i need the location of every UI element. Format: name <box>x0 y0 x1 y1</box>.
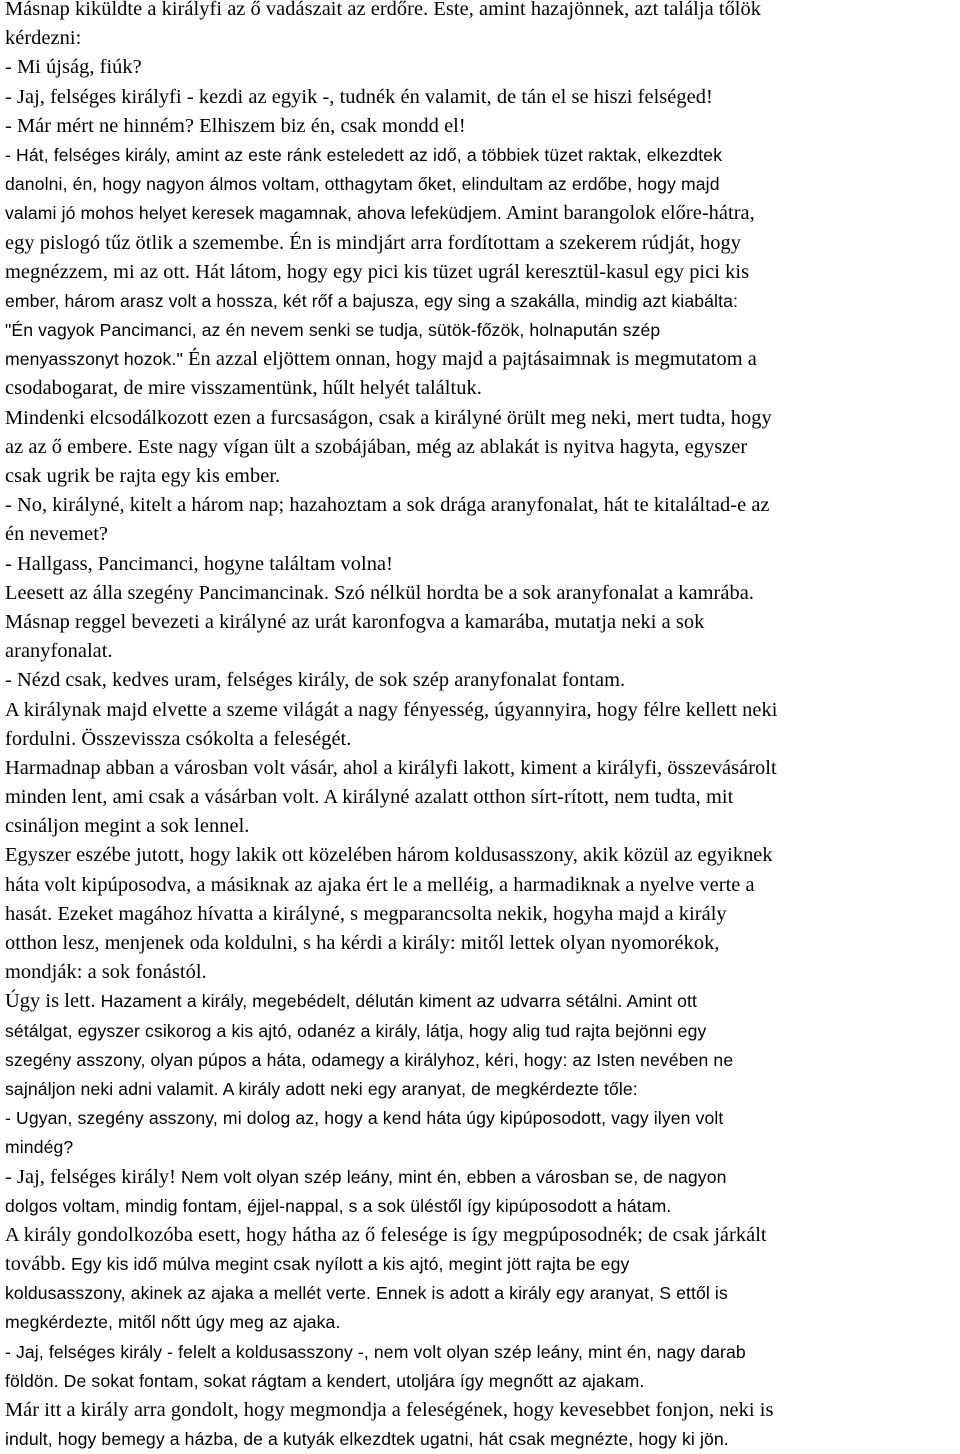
text-line <box>5 24 954 53</box>
text-line <box>5 1104 954 1133</box>
text-line <box>5 871 954 900</box>
text-segment: egy pislogó tűz ötlik a szemembe. Én is mindjárt arra fordítottam a szekerem rúdját, hogy <box>5 231 742 254</box>
text-segment: - Jaj, felséges királyfi - kezdi az egyik -, tudnék én valamit, de tán el se hiszi felséged! <box>5 85 713 108</box>
text-segment: menyasszonyt hozok." <box>5 349 183 370</box>
text-segment: Már itt a király arra gondolt, hogy megmondja a feleségének, hogy kevesebbet fonjon, neki is <box>5 1399 774 1421</box>
text-segment: Harmadnap abban a városban volt vásár, ahol a királyfi lakott, kiment a királyfi, összevásárolt <box>5 756 777 779</box>
text-line <box>5 0 954 24</box>
text-segment: Nem volt olyan szép leány, mint én, ebben a városban se, de nagyon <box>176 1166 727 1187</box>
text-line <box>5 550 954 579</box>
text-line <box>5 783 954 812</box>
text-line <box>5 608 954 637</box>
text-segment: Egy kis idő múlva megint csak nyílott a kis ajtó, megint jött rajta be egy <box>65 1254 630 1275</box>
text-line <box>5 345 954 374</box>
text-segment: mindég? <box>5 1137 74 1158</box>
text-segment: megkérdezte, mitől nőtt úgy meg az ajaka. <box>5 1312 341 1333</box>
text-segment: "Én vagyok Pancimanci, az én nevem senki se tudja, sütök-főzök, holnapután szép <box>5 320 661 341</box>
text-line <box>5 287 954 316</box>
text-segment: földön. De sokat fontam, sokat rágtam a kendert, utoljára így megnőtt az ajakam. <box>5 1370 645 1391</box>
text-line <box>5 1338 954 1367</box>
text-line <box>5 374 954 403</box>
text-line <box>5 404 954 433</box>
text-segment: háta volt kipúposodva, a másiknak az ajaka ért le a melléig, a harmadiknak a nyelve verte a <box>5 873 755 896</box>
text-line <box>5 170 954 199</box>
text-line <box>5 1192 954 1221</box>
text-segment: megnézzem, mi az ott. Hát látom, hogy egy pici kis tüzet ugrál keresztül-kasul egy pici kis <box>5 260 750 283</box>
text-segment: Mindenki elcsodálkozott ezen a furcsaságon, csak a királyné örült meg neki, mert tudta, hogy <box>5 406 772 429</box>
text-line <box>5 754 954 783</box>
text-line <box>5 900 954 929</box>
text-line <box>5 1133 954 1162</box>
text-line <box>5 929 954 958</box>
text-segment: - Jaj, felséges király - felelt a koldusasszony -, nem volt olyan szép leány, mint én, nagy darab <box>5 1341 746 1362</box>
text-segment: Másnap reggel bevezeti a királyné az urát karonfogva a kamarába, mutatja neki a sok <box>5 610 705 633</box>
text-segment: dolgos voltam, mindig fontam, éjjel-nappal, s a sok üléstől így kipúposodott a hátam. <box>5 1195 672 1216</box>
story-text <box>5 0 954 1454</box>
text-line <box>5 491 954 520</box>
text-line <box>5 841 954 870</box>
text-line <box>5 141 954 170</box>
text-segment: Én azzal eljöttem onnan, hogy majd a pajtásaimnak is megmutatom a <box>182 348 757 371</box>
text-segment: ember, három arasz volt a hossza, két rőf a bajusza, egy sing a szakálla, mindig azt kiabálta: <box>5 290 738 311</box>
text-line <box>5 53 954 82</box>
text-segment: szegény asszony, olyan púpos a háta, odamegy a királyhoz, kéri, hogy: az Isten nevében ne <box>5 1049 734 1070</box>
text-segment: otthon lesz, menjenek oda koldulni, s ha kérdi a király: mitől lettek olyan nyomorékok, <box>5 932 720 954</box>
text-line <box>5 1163 954 1192</box>
text-segment: Másnap kiküldte a királyfi az ő vadászait az erdőre. Este, amint hazajönnek, azt találja tőlök <box>5 0 762 20</box>
text-line <box>5 1221 954 1250</box>
text-line <box>5 229 954 258</box>
text-line <box>5 462 954 491</box>
text-line <box>5 987 954 1016</box>
text-line <box>5 1250 954 1279</box>
text-segment: Hazament a király, megebédelt, délután kiment az udvarra sétálni. Amint ott <box>95 991 698 1012</box>
text-segment: tovább. <box>5 1253 66 1276</box>
text-segment: aranyfonalat. <box>5 640 113 663</box>
text-line <box>5 1425 954 1454</box>
text-segment: - Nézd csak, kedves uram, felséges király, de sok szép aranyfonalat fontam. <box>5 669 626 692</box>
text-segment: - No, királyné, kitelt a három nap; hazahoztam a sok drága aranyfonalat, hát te kitaláltad-e az <box>5 494 770 517</box>
text-segment: Amint barangolok előre-hátra, <box>501 202 755 225</box>
text-segment: - Jaj, felséges király! <box>5 1165 177 1188</box>
text-line <box>5 637 954 666</box>
text-segment: Egyszer eszébe jutott, hogy lakik ott közelében három koldusasszony, akik közül az egyiknek <box>5 844 773 867</box>
text-line <box>5 812 954 841</box>
text-line <box>5 112 954 141</box>
text-segment: minden lent, ami csak a vásárban volt. A királyné azalatt otthon sírt-rított, nem tudta, mit <box>5 786 734 809</box>
text-segment: fordulni. Összevissza csókolta a feleségét. <box>5 727 352 750</box>
text-line <box>5 1396 954 1425</box>
text-line <box>5 1017 954 1046</box>
text-segment: csodabogarat, de mire visszamentünk, hűlt helyét találtuk. <box>5 377 482 400</box>
text-segment: - Ugyan, szegény asszony, mi dolog az, hogy a kend háta úgy kipúposodott, vagy ilyen volt <box>5 1108 724 1129</box>
text-segment: - Hát, felséges király, amint az este ránk esteledett az idő, a többiek tüzet raktak, elkezdtek <box>5 144 723 165</box>
text-line <box>5 696 954 725</box>
text-line <box>5 725 954 754</box>
text-line <box>5 1046 954 1075</box>
text-segment: sétálgat, egyszer csikorog a kis ajtó, odanéz a király, látja, hogy alig tud rajta bejönni egy <box>5 1020 707 1041</box>
text-line <box>5 258 954 287</box>
text-segment: hasát. Ezeket magához hívatta a királyné, s megparancsolta nekik, hogyha majd a király <box>5 902 727 925</box>
text-segment: A király gondolkozóba esett, hogy hátha az ő felesége is így megpúposodnék; de csak járkált <box>5 1223 767 1246</box>
text-segment: sajnáljon neki adni valamit. A király adott neki egy aranyat, de megkérdezte tőle: <box>5 1078 638 1099</box>
text-line <box>5 1367 954 1396</box>
text-segment: koldusasszony, akinek az ajaka a mellét verte. Ennek is adott a király egy aranyat, S ettől is <box>5 1283 728 1304</box>
text-segment: - Hallgass, Pancimanci, hogyne találtam volna! <box>5 552 393 575</box>
text-segment: az az ő embere. Este nagy vígan ült a szobájában, még az ablakát is nyitva hagyta, egyszer <box>5 435 748 458</box>
text-segment: A királynak majd elvette a szeme világát a nagy fényesség, úgyannyira, hogy félre kellett neki <box>5 698 778 721</box>
text-line <box>5 579 954 608</box>
text-line <box>5 520 954 549</box>
text-line <box>5 1308 954 1337</box>
text-segment: - Mi újság, fiúk? <box>5 56 142 79</box>
text-segment: indult, hogy bemegy a házba, de a kutyák elkezdtek ugatni, hát csak megnézte, hogy ki jön. <box>5 1429 729 1450</box>
text-line <box>5 433 954 462</box>
text-segment: én nevemet? <box>5 523 109 546</box>
text-segment: kérdezni: <box>5 27 82 50</box>
text-segment: mondják: a sok fonástól. <box>5 961 207 984</box>
text-line <box>5 316 954 345</box>
text-segment: Leesett az álla szegény Pancimancinak. Szó nélkül hordta be a sok aranyfonalat a kamrába. <box>5 581 754 604</box>
text-line <box>5 958 954 987</box>
text-line <box>5 83 954 112</box>
text-line <box>5 666 954 695</box>
text-segment: - Már mért ne hinném? Elhiszem biz én, csak mondd el! <box>5 114 466 137</box>
text-segment: Úgy is lett. <box>5 990 96 1013</box>
text-segment: csináljon megint a sok lennel. <box>5 815 250 838</box>
text-segment: csak ugrik be rajta egy kis ember. <box>5 465 281 487</box>
text-line <box>5 199 954 228</box>
text-line <box>5 1279 954 1308</box>
text-line <box>5 1075 954 1104</box>
text-segment: danolni, én, hogy nagyon álmos voltam, otthagytam őket, elindultam az erdőbe, hogy majd <box>5 174 720 195</box>
text-segment: valami jó mohos helyet keresek magamnak, ahova lefeküdjem. <box>5 203 502 224</box>
